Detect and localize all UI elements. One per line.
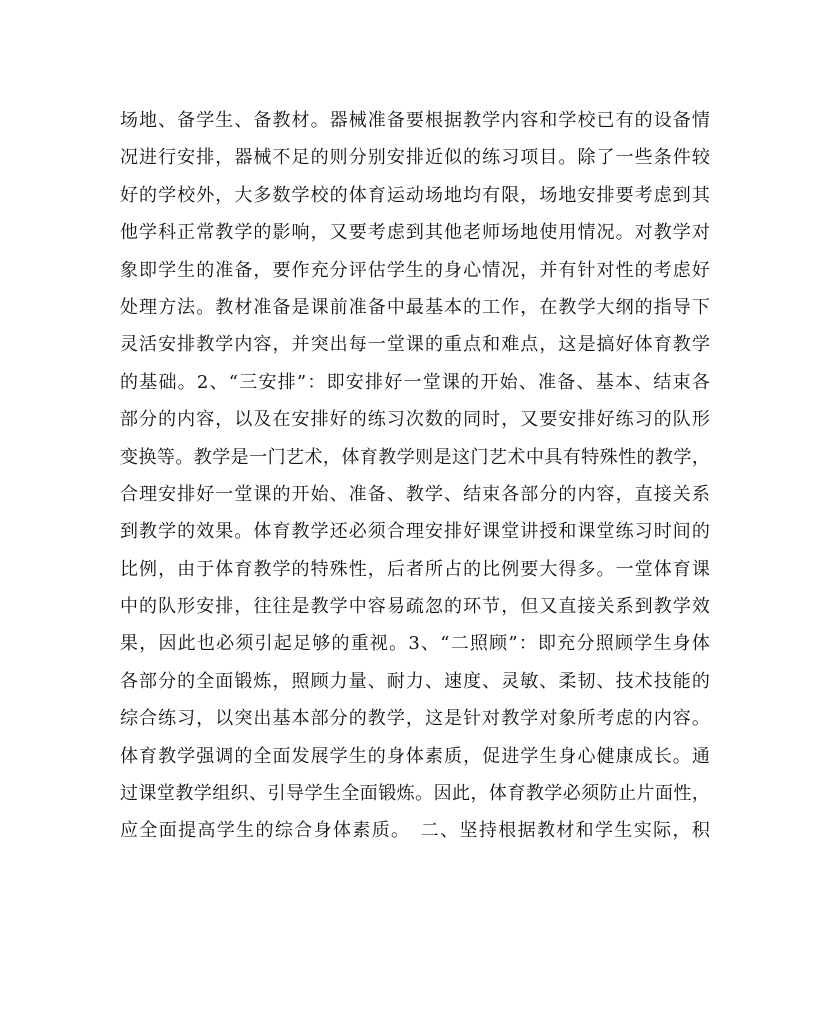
text-line: 变换等。教学是一门艺术，体育教学则是这门艺术中具有特殊性的教学， [120, 446, 710, 468]
text-line: 部分的内容，以及在安排好的练习次数的同时，又要安排好练习的队形 [120, 409, 710, 431]
text-line: 各部分的全面锻炼，照顾力量、耐力、速度、灵敏、柔韧、技术技能的 [120, 670, 710, 692]
text-line: 灵活安排教学内容，并突出每一堂课的重点和难点，这是搞好体育教学 [120, 334, 710, 356]
text-line: 体育教学强调的全面发展学生的身体素质，促进学生身心健康成长。通 [120, 745, 710, 767]
text-line: 象即学生的准备，要作充分评估学生的身心情况，并有针对性的考虑好 [120, 259, 710, 281]
text-line: 过课堂教学组织、引导学生全面锻炼。因此，体育教学必须防止片面性， [120, 783, 710, 805]
text-line: 应全面提高学生的综合身体素质。 二、坚持根据教材和学生实际，积 [120, 820, 710, 842]
text-line: 处理方法。教材准备是课前准备中最基本的工作，在教学大纲的指导下 [120, 296, 710, 318]
text-line: 到教学的效果。体育教学还必须合理安排好课堂讲授和课堂练习时间的 [120, 521, 710, 543]
text-line: 中的队形安排，往往是教学中容易疏忽的环节，但又直接关系到教学效 [120, 596, 710, 618]
body-text [120, 102, 710, 850]
text-line: 场地、备学生、备教材。器械准备要根据教学内容和学校已有的设备情 [120, 110, 710, 131]
text-line: 他学科正常教学的影响，又要考虑到其他老师场地使用情况。对教学对 [120, 222, 710, 244]
text-line: 综合练习，以突出基本部分的教学，这是针对教学对象所考虑的内容。 [120, 708, 710, 730]
text-line: 比例，由于体育教学的特殊性，后者所占的比例要大得多。一堂体育课 [120, 558, 710, 580]
text-line: 况进行安排，器械不足的则分别安排近似的练习项目。除了一些条件较 [120, 147, 710, 169]
text-line: 好的学校外，大多数学校的体育运动场地均有限，场地安排要考虑到其 [120, 184, 710, 206]
text-line: 的基础。2、“三安排”：即安排好一堂课的开始、准备、基本、结束各 [120, 371, 710, 393]
text-line: 果，因此也必须引起足够的重视。3、“二照顾”：即充分照顾学生身体 [120, 633, 710, 655]
text-line: 合理安排好一堂课的开始、准备、教学、结束各部分的内容，直接关系 [120, 483, 710, 505]
